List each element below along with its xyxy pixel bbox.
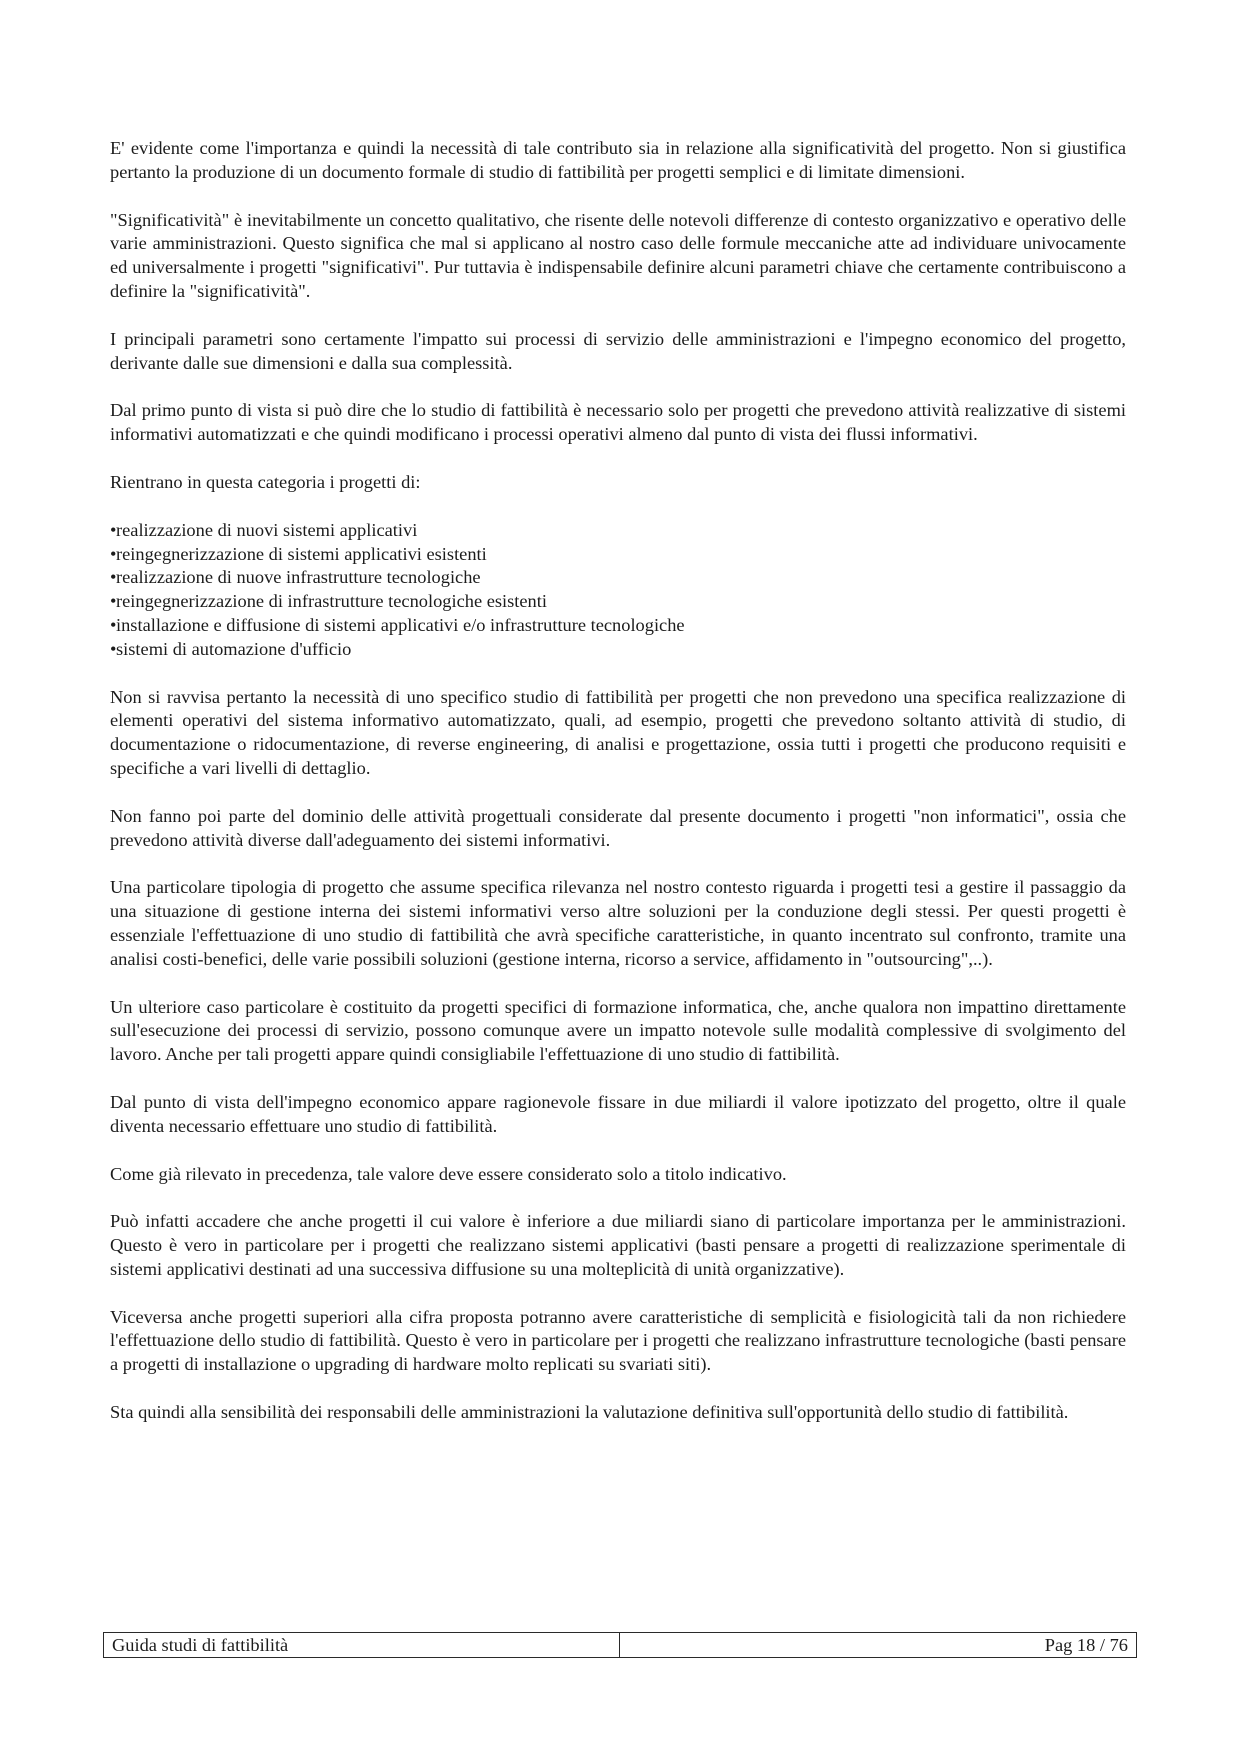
paragraph: Sta quindi alla sensibilità dei responsabili delle amministrazioni la valutazione definitiva sull'opportunità dello studio di fattibilità. (110, 1402, 1069, 1423)
paragraph: Una particolare tipologia di progetto che assume specifica rilevanza nel nostro contesto riguarda i progetti tesi a gestire il passaggio da una situazione di gestione interna dei sistemi informativi verso altre soluzioni per la conduzione degli stessi. Per questi progetti è essenziale l'effettuazione di uno studio di fattibilità che avrà specifiche caratteristiche, in quanto incentrato sul confronto, tramite una analisi costi-benefici, delle varie possibili soluzioni (gestione interna, ricorso a service, affidamento in "outsourcing",..). (110, 877, 1126, 969)
list-item-text: reingegnerizzazione di sistemi applicativi esistenti (116, 543, 487, 564)
bullet-icon: • (110, 614, 117, 635)
list-item-text: realizzazione di nuove infrastrutture tecnologiche (116, 567, 481, 588)
list-item (110, 543, 1126, 567)
paragraph: Non si ravvisa pertanto la necessità di uno specifico studio di fattibilità per progetti che non prevedono una specifica realizzazione di elementi operativi del sistema informativo automatizzato, quali, ad esempio, progetti che prevedono soltanto attività di studio, di documentazione o ridocumentazione, di reverse engineering, di analisi e progettazione, ossia tutti i progetti che producono requisiti e specifiche a vari livelli di dettaglio. (110, 686, 1126, 778)
bullet-list (110, 519, 1126, 662)
paragraph: Non fanno poi parte del dominio delle attività progettuali considerate dal presente documento i progetti "non informatici", ossia che prevedono attività diverse dall'adeguamento dei sistemi informativi. (110, 805, 1126, 850)
paragraph: Un ulteriore caso particolare è costituito da progetti specifici di formazione informatica, che, anche qualora non impattino direttamente sull'esecuzione dei processi di servizio, possono comunque avere un impatto notevole sulle modalità complessive di svolgimento del lavoro. Anche per tali progetti appare quindi consigliabile l'effettuazione di uno studio di fattibilità. (110, 996, 1126, 1065)
page-footer (103, 1632, 1137, 1658)
bullet-icon: • (110, 519, 117, 540)
paragraph: Come già rilevato in precedenza, tale valore deve essere considerato solo a titolo indicativo. (110, 1163, 787, 1184)
paragraph: Dal punto di vista dell'impegno economico appare ragionevole fissare in due miliardi il valore ipotizzato del progetto, oltre il quale diventa necessario effettuare uno studio di fattibilità. (110, 1091, 1126, 1136)
bullet-icon: • (110, 638, 117, 659)
paragraph: E' evidente come l'importanza e quindi la necessità di tale contributo sia in relazione alla significatività del progetto. Non si giustifica pertanto la produzione di un documento formale di studio di fattibilità per progetti semplici e di limitate dimensioni. (110, 138, 1126, 182)
document-body (110, 137, 1126, 1449)
footer-page-number: Pag 18 / 76 (1044, 1635, 1128, 1655)
list-item-text: reingegnerizzazione di infrastrutture tecnologiche esistenti (116, 591, 547, 612)
list-item (110, 638, 1126, 662)
footer-document-title: Guida studi di fattibilità (104, 1633, 620, 1657)
paragraph: "Significatività" è inevitabilmente un concetto qualitativo, che risente delle notevoli differenze di contesto organizzativo e operativo delle varie amministrazioni. Questo significa che mal si applicano al nostro caso delle formule meccaniche atte ad individuare univocamente ed universalmente i progetti "significativi". Pur tuttavia è indispensabile definire alcuni parametri chiave che certamente contribuiscono a definire la "significatività". (110, 209, 1126, 301)
paragraph: Viceversa anche progetti superiori alla cifra proposta potranno avere caratteristiche di semplicità e fisiologicità tali da non richiedere l'effettuazione dello studio di fattibilità. Questo è vero in particolare per i progetti che realizzano infrastrutture tecnologiche (basti pensare a progetti di installazione o upgrading di hardware molto replicati su svariati siti). (110, 1306, 1126, 1375)
list-item-text: sistemi di automazione d'ufficio (116, 638, 352, 659)
bullet-icon: • (110, 543, 117, 564)
bullet-icon: • (110, 567, 117, 588)
list-item-text: installazione e diffusione di sistemi applicativi e/o infrastrutture tecnologiche (116, 614, 685, 635)
paragraph: Dal primo punto di vista si può dire che lo studio di fattibilità è necessario solo per progetti che prevedono attività realizzative di sistemi informativi automatizzati e che quindi modificano i processi operativi almeno dal punto di vista dei flussi informativi. (110, 400, 1126, 445)
paragraph: I principali parametri sono certamente l'impatto sui processi di servizio delle amministrazioni e l'impegno economico del progetto, derivante dalle sue dimensioni e dalla sua complessità. (110, 328, 1126, 373)
paragraph: Può infatti accadere che anche progetti il cui valore è inferiore a due miliardi siano di particolare importanza per le amministrazioni. Questo è vero in particolare per i progetti che realizzano sistemi applicativi (basti pensare a progetti di realizzazione sperimentale di sistemi applicativi destinati ad una successiva diffusione su una molteplicità di unità organizzative). (110, 1211, 1126, 1279)
list-item (110, 566, 1126, 590)
list-item (110, 590, 1126, 614)
paragraph: Rientrano in questa categoria i progetti di: (110, 471, 421, 492)
list-item (110, 614, 1126, 638)
bullet-icon: • (110, 591, 117, 612)
list-item-text: realizzazione di nuovi sistemi applicativi (116, 519, 418, 540)
list-item (110, 519, 1126, 543)
